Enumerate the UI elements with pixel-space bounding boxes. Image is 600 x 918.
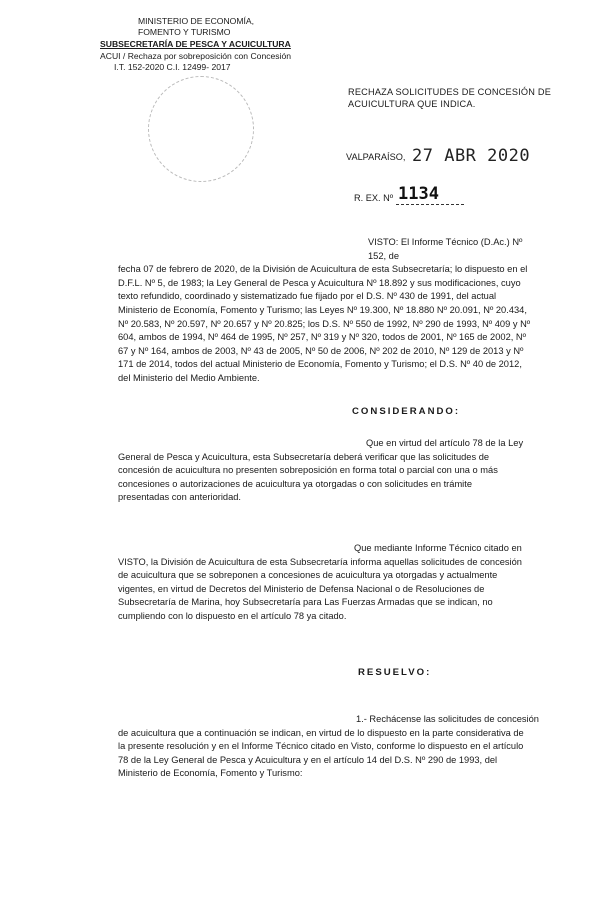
visto-line: Nº 20.583, Nº 20.597, Nº 20.657 y Nº 20.825; los D.S. Nº 550 de 1992, Nº 290 de 1993, Nº 409 y Nº — [118, 318, 531, 329]
visto-line: 171 de 2014, todos del actual Ministerio de Economía, Fomento y Turismo; el D.S. Nº 40 de 2012, — [118, 359, 522, 370]
considerando-paragraph-1 — [118, 437, 543, 505]
visto-line: Ministerio de Economía, Fomento y Turismo; las Leyes Nº 19.300, Nº 18.880 Nº 20.091, Nº 20.434, — [118, 304, 527, 315]
ministry-line-2: FOMENTO Y TURISMO — [138, 27, 231, 37]
visto-line: fecha 07 de febrero de 2020, de la División de Acuicultura de esta Subsecretaría; lo dispuesto en el — [118, 264, 528, 275]
visto-line: texto refundido, coordinado y sistematizado fue fijado por el D.S. Nº 430 de 1991, del actual — [118, 291, 497, 302]
visto-line: D.F.L. Nº 5, de 1983; la Ley General de Pesca y Acuicultura Nº 18.892 y sus modificaciones, cuyo — [118, 277, 521, 288]
date-stamp: 27 ABR 2020 — [412, 146, 531, 166]
resuelvo-line: la presente resolución y en el Informe Técnico citado en Visto, conforme lo dispuesto en el artículo — [118, 741, 524, 752]
resuelvo-line: de acuicultura que a continuación se indican, en virtud de lo dispuesto en la parte considerativa de — [118, 727, 524, 738]
date-place: VALPARAÍSO, — [346, 152, 406, 162]
visto-paragraph — [118, 236, 543, 386]
considerando-paragraph-2 — [118, 542, 543, 624]
considerando-line: concesión de acuicultura no presenten sobreposición en forma total o parcial con una o más — [118, 465, 498, 476]
considerando-line: Que mediante Informe Técnico citado en — [354, 543, 522, 553]
considerando-line: presentadas con anterioridad. — [118, 492, 242, 503]
considerando-line: vigentes, en virtud de Decretos del Ministerio de Defensa Nacional o de Resoluciones de — [118, 583, 485, 594]
subsecretaria-name: SUBSECRETARÍA DE PESCA Y ACUICULTURA — [100, 39, 291, 49]
visto-line: del Ministerio del Medio Ambiente. — [118, 372, 260, 383]
resolution-number-line — [396, 204, 464, 205]
subject — [348, 86, 588, 110]
resolution-label: R. EX. Nº — [354, 193, 394, 203]
resuelvo-line: 1.- Rechácense las solicitudes de concesión — [356, 714, 539, 724]
considerando-line: General de Pesca y Acuicultura, esta Subsecretaría deberá verificar que las solicitudes de — [118, 451, 490, 462]
considerando-heading: CONSIDERANDO: — [352, 406, 461, 417]
resuelvo-line: Ministerio de Economía, Fomento y Turismo: — [118, 768, 303, 779]
visto-line: 604, ambos de 1994, Nº 464 de 1995, Nº 257, Nº 319 y Nº 320, todos de 2001, Nº 165 de 2002, Nº — [118, 332, 527, 343]
faint-seal-stamp — [148, 76, 254, 182]
considerando-line: cumpliendo con lo dispuesto en el artículo 78 ya citado. — [118, 610, 347, 621]
resuelvo-heading: RESUELVO: — [358, 667, 432, 678]
considerando-line: concesiones o autorizaciones de acuicultura ya otorgadas o con solicitudes en trámite — [118, 478, 473, 489]
visto-line: VISTO: El Informe Técnico (D.Ac.) Nº 152, de — [368, 237, 523, 261]
resolution-number: 1134 — [398, 184, 439, 204]
considerando-line: Que en virtud del artículo 78 de la Ley — [366, 438, 524, 448]
reference-line-2: I.T. 152-2020 C.I. 12499- 2017 — [114, 62, 231, 72]
resuelvo-line: 78 de la Ley General de Pesca y Acuicultura y en el artículo 14 del D.S. Nº 290 de 1993, del — [118, 754, 498, 765]
letterhead — [100, 16, 310, 73]
ministry-line-1: MINISTERIO DE ECONOMÍA, — [138, 16, 255, 26]
visto-line: 67 y Nº 164, ambos de 2003, Nº 43 de 2005, Nº 50 de 2006, Nº 202 de 2010, Nº 129 de 2013 y Nº — [118, 345, 524, 356]
reference-line-1: ACUI / Rechaza por sobreposición con Concesión — [100, 51, 292, 61]
subject-line-2: ACUICULTURA QUE INDICA. — [348, 99, 476, 109]
considerando-line: Subsecretaría de Marina, hoy Subsecretaría para Las Fuerzas Armadas que se indican, no — [118, 597, 493, 608]
resuelvo-paragraph-1 — [118, 713, 543, 781]
subject-line-1: RECHAZA SOLICITUDES DE CONCESIÓN DE — [348, 87, 552, 97]
considerando-line: de acuicultura que se sobreponen a concesiones de acuicultura ya otorgadas y actualmente — [118, 570, 498, 581]
considerando-line: VISTO, la División de Acuicultura de esta Subsecretaría informa aquellas solicitudes de concesión — [118, 556, 522, 567]
